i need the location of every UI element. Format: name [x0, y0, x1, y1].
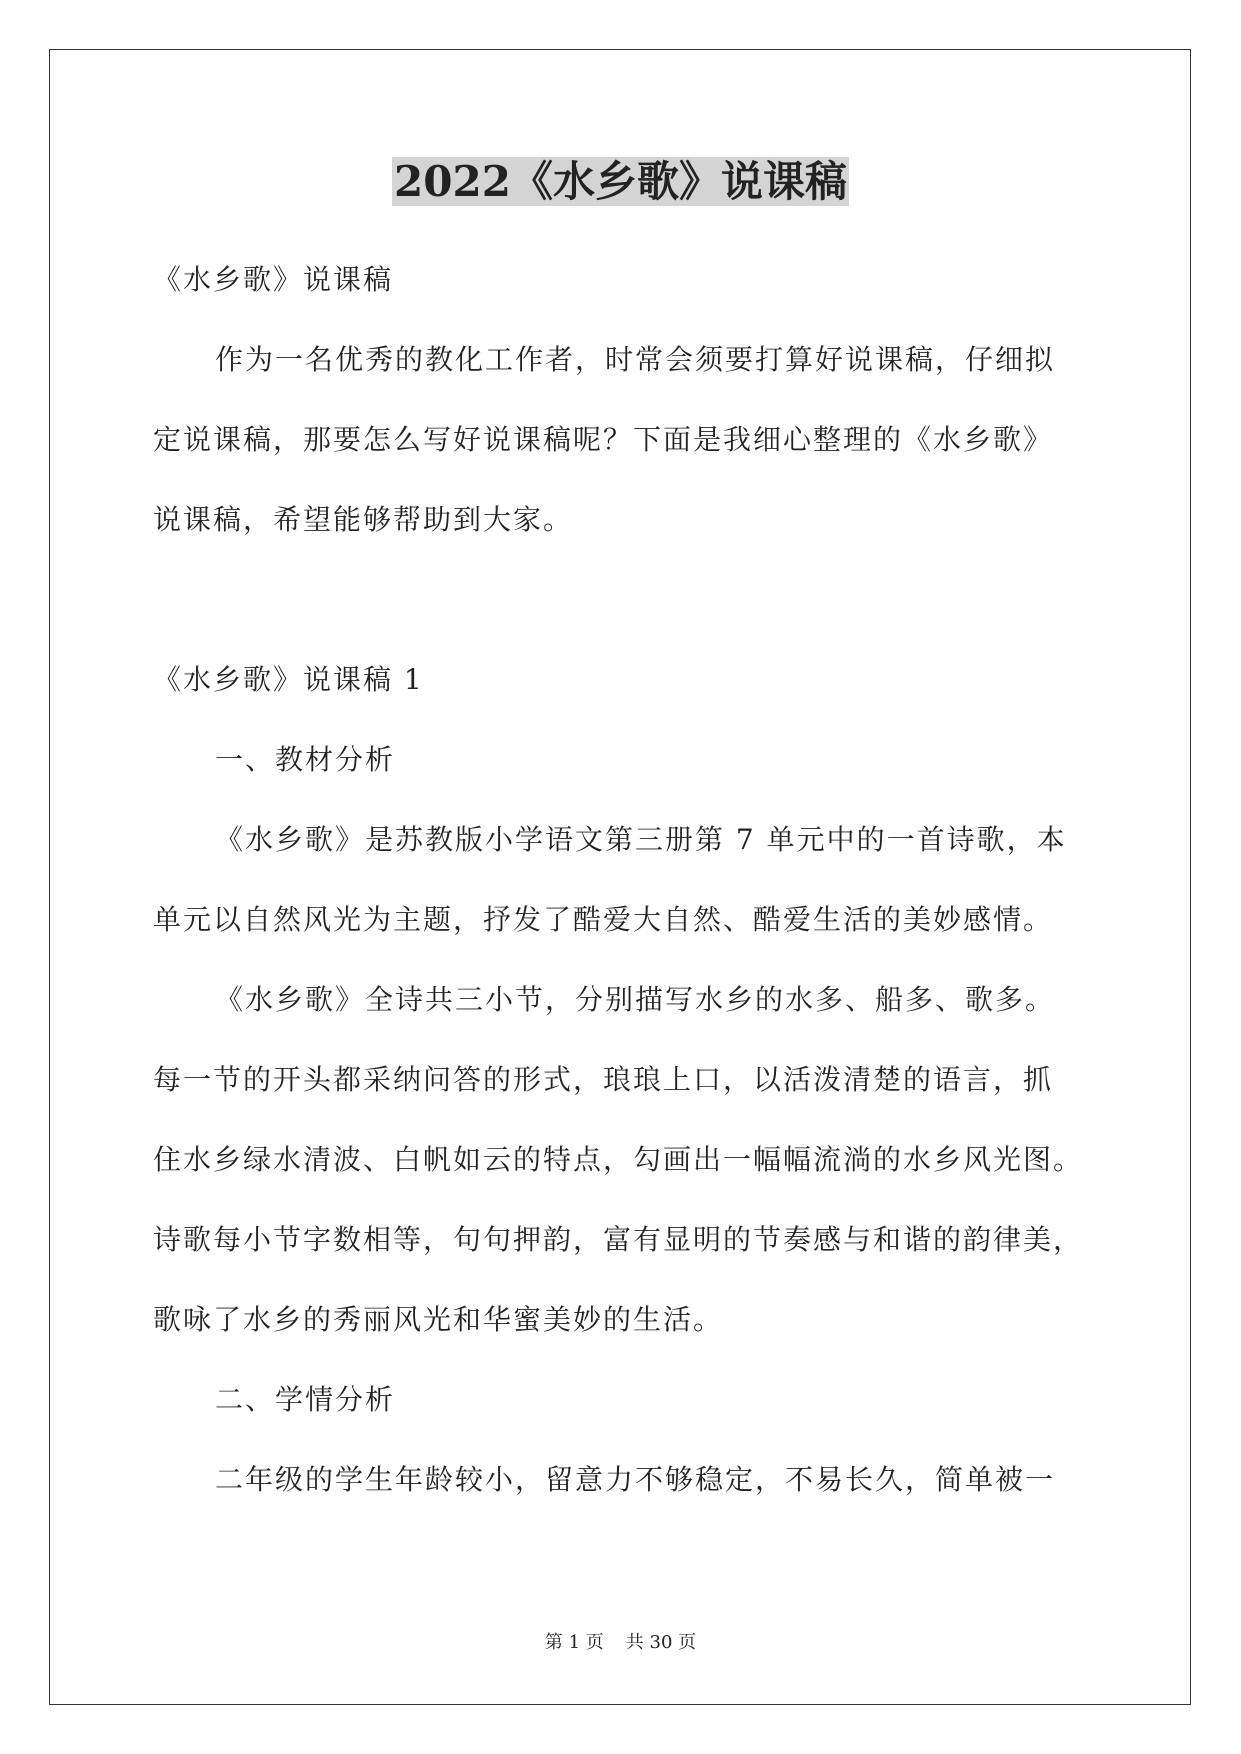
intro-line-2: 定说课稿，那要怎么写好说课稿呢？下面是我细心整理的《水乡歌》 — [153, 423, 1054, 456]
body-line-7: 歌咏了水乡的秀丽风光和华蜜美妙的生活。 — [153, 1303, 724, 1336]
intro-line-3: 说课稿，希望能够帮助到大家。 — [153, 503, 574, 536]
intro-line-1: 作为一名优秀的教化工作者，时常会须要打算好说课稿，仔细拟 — [215, 343, 1056, 376]
page-total: 共 30 页 — [625, 1632, 697, 1653]
body-line-5: 住水乡绿水清波、白帆如云的特点，勾画出一幅幅流淌的水乡风光图。 — [153, 1143, 1084, 1176]
document-title — [0, 152, 1241, 212]
body-line-1: 《水乡歌》是苏教版小学语文第三册第 7 单元中的一首诗歌，本 — [215, 823, 1067, 856]
body-line-3: 《水乡歌》全诗共三小节，分别描写水乡的水多、船多、歌多。 — [215, 983, 1056, 1016]
document-body — [153, 240, 1113, 1520]
blank-line — [153, 560, 1113, 640]
body-line-6: 诗歌每小节字数相等，句句押韵，富有显明的节奏感与和谐的韵律美， — [153, 1223, 1084, 1256]
body-line-8: 二年级的学生年龄较小，留意力不够稳定，不易长久，简单被一 — [215, 1463, 1056, 1496]
body-line-4: 每一节的开头都采纳问答的形式，琅琅上口，以活泼清楚的语言，抓 — [153, 1063, 1054, 1096]
page-footer — [0, 1628, 1241, 1654]
subheading-textbook-analysis: 一、教材分析 — [215, 743, 396, 776]
subheading-student-analysis: 二、学情分析 — [215, 1383, 396, 1416]
document-title-text: 2022《水乡歌》说课稿 — [394, 157, 847, 206]
subtitle-paragraph: 《水乡歌》说课稿 — [153, 263, 394, 296]
page-number: 第 1 页 — [544, 1632, 604, 1653]
body-line-2: 单元以自然风光为主题，抒发了酷爱大自然、酷爱生活的美妙感情。 — [153, 903, 1054, 936]
section-heading: 《水乡歌》说课稿 1 — [153, 663, 424, 696]
